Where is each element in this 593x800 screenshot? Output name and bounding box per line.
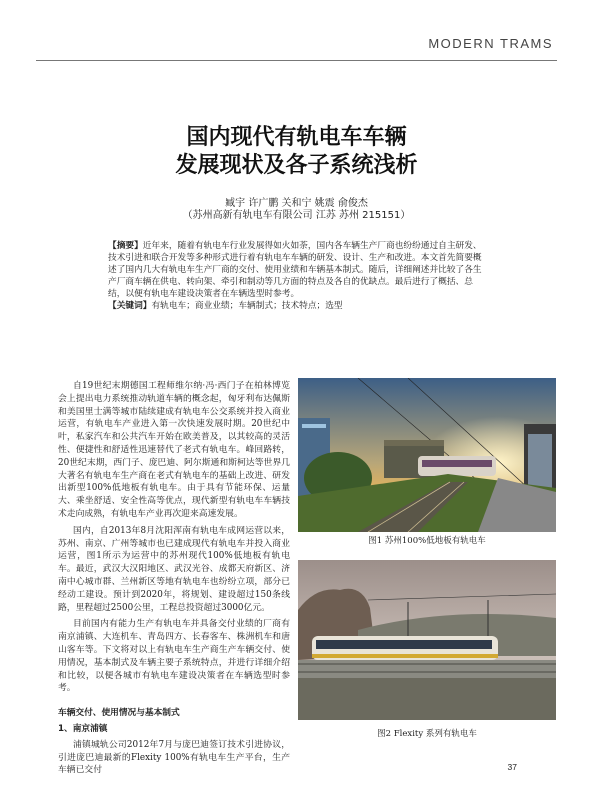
body-paragraph-1: 自19世纪末期德国工程师维尔纳·冯·西门子在柏林博览会上提出电力系统推动轨道车辆的概念起，匈牙利布达佩斯和美国里士满等城市陆续建成有轨电车公交系统并投入商业运营，有轨电车产业进入第一次快速发展时期。20世纪中叶，私家汽车和公共汽车开始在欧美普及，以其较高的灵活性、便捷性和舒适性迅速替代了老式有轨电车。峰回路转，20世纪末期，西门子、庞巴迪、阿尔斯通和斯柯达等世界几大著名有轨电车生产商在老式有轨电车的基础上改进、研发出新型100%低地板有轨电车。由于具有节能环保、运量大、乘坐舒适、安全性高等优点，现代新型有轨电车车辆技术走向成熟，有轨电车产业再次迎来高速发展。 bbox=[58, 381, 290, 519]
affiliation: （苏州高新有轨电车有限公司 江苏 苏州 215151） bbox=[182, 210, 411, 221]
section-label: MODERN TRAMS bbox=[428, 36, 553, 51]
keywords-text: 有轨电车；商业业绩；车辆制式；技术特点；选型 bbox=[151, 301, 343, 311]
article-title-line1: 国内现代有轨电车车辆 bbox=[186, 125, 407, 150]
abstract-label: 【摘要】 bbox=[108, 241, 143, 251]
abstract-block bbox=[108, 240, 490, 312]
authors: 臧宇 许广鹏 关和宁 姚震 俞俊杰 bbox=[225, 198, 368, 209]
figure-1-photo bbox=[298, 378, 556, 532]
page-number: 37 bbox=[507, 762, 517, 772]
body-paragraph-4: 浦镇城轨公司2012年7月与庞巴迪签订技术引进协议，引进庞巴迪最新的Flexity 100%有轨电车生产平台，生产车辆已交付 bbox=[58, 739, 290, 776]
body-column bbox=[58, 380, 290, 781]
header-rule bbox=[36, 60, 557, 61]
subsection-heading: 1、南京浦镇 bbox=[58, 723, 108, 734]
abstract-paragraph bbox=[108, 240, 490, 300]
abstract-text: 近年来，随着有轨电车行业发展得如火如荼，国内各车辆生产厂商也纷纷通过自主研发、技术引进和联合开发等多种形式进行着有轨电车车辆的研发、设计、生产和改进。本文首先简要概述了国内几大有轨电车生产厂商的交付、使用业绩和车辆基本制式。随后，详细阐述并比较了各生产厂商车辆在供电、转向架、牵引和制动等几方面的特点及各自的优缺点。最后进行了概括、总结，以便有轨电车建设决策者在车辆选型时参考。 bbox=[108, 241, 482, 299]
figure-2-photo bbox=[298, 560, 556, 720]
keywords-paragraph bbox=[108, 300, 490, 312]
body-paragraph-2: 国内，自2013年8月沈阳浑南有轨电车成网运营以来，苏州、南京、广州等城市也已建成现代有轨电车并投入商业运营，图1所示为运营中的苏州现代100%低地板有轨电车。最近，武汉大汉阳地区、武汉光谷、成都天府新区、济南中心城市群、兰州新区等地有轨电车也纷纷立项，部分已经动工建设。预计到2020年，将规划、建设超过150条线路，里程超过2500公里，工程总投资超过3000亿元。 bbox=[58, 525, 290, 613]
figure-1-caption: 图1 苏州100%低地板有轨电车 bbox=[368, 536, 486, 546]
section-heading: 车辆交付、使用情况与基本制式 bbox=[58, 708, 180, 719]
keywords-label: 【关键词】 bbox=[108, 301, 152, 311]
figure-2-caption: 图2 Flexity 系列有轨电车 bbox=[377, 729, 477, 739]
body-paragraph-3: 目前国内有能力生产有轨电车并具备交付业绩的厂商有南京浦镇、大连机车、青岛四方、长春客车、株洲机车和唐山客车等。下文将对以上有轨电车生产商生产车辆交付、使用情况，基本制式及车辆主要子系统特点，并进行详细介绍和比较，以便各城市有轨电车建设决策者在车辆选型时参考。 bbox=[58, 619, 290, 694]
article-title-line2: 发展现状及各子系统浅析 bbox=[175, 153, 418, 178]
